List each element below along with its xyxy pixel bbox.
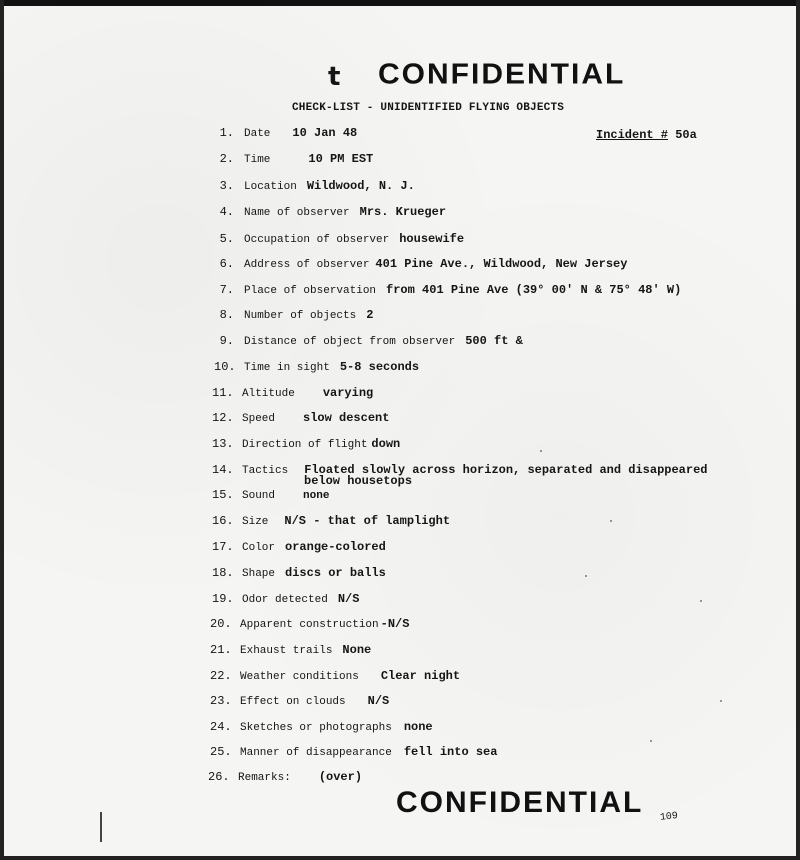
item-label: Sketches or photographs: [240, 722, 392, 734]
scan-edge-right: [796, 0, 800, 860]
item-label: Place of observation: [244, 285, 377, 297]
checklist-item: 5. Occupation of observer housewife: [219, 232, 465, 246]
checklist-item: 18. Shape discs or balls: [212, 566, 386, 580]
stray-mark: t: [328, 62, 341, 92]
incident-value: 50a: [675, 128, 697, 142]
item-label: Time: [244, 154, 271, 166]
item-label: Distance of object from observer: [244, 336, 456, 348]
confidential-stamp-bottom: CONFIDENTIAL: [396, 786, 644, 819]
item-value: Floated slowly across horizon, separated and disappeared: [304, 463, 708, 477]
item-label: Altitude: [242, 388, 295, 400]
item-value: none: [403, 720, 433, 734]
item-value-continued: below housetops: [304, 474, 413, 488]
item-value: discs or balls: [285, 566, 386, 580]
checklist-item: 20. Apparent construction -N/S: [210, 617, 410, 631]
checklist-item: 21. Exhaust trails None: [210, 643, 372, 657]
item-label: Occupation of observer: [244, 234, 390, 246]
incident-label: Incident #: [596, 128, 669, 142]
item-label: Direction of flight: [242, 439, 368, 451]
item-value: -N/S: [380, 617, 410, 631]
checklist-item: 15. Sound none: [212, 488, 330, 502]
item-label: Effect on clouds: [240, 696, 346, 708]
checklist-item: 16. Size N/S - that of lamplight: [212, 514, 451, 528]
checklist-item: 26. Remarks: (over): [208, 770, 363, 784]
item-label: Color: [242, 542, 276, 554]
item-value: Clear night: [380, 669, 461, 683]
item-label: Shape: [242, 568, 276, 580]
scan-edge-top: [0, 0, 800, 6]
item-label: Name of observer: [244, 207, 350, 219]
item-label: Remarks:: [238, 772, 291, 784]
item-value: orange-colored: [285, 540, 386, 554]
scan-speck: [540, 450, 542, 452]
item-value: (over): [318, 770, 363, 784]
scan-artifact-mark: [100, 812, 102, 842]
item-value: None: [342, 643, 372, 657]
item-label: Tactics: [242, 465, 289, 477]
item-label: Size: [242, 516, 269, 528]
item-label: Weather conditions: [240, 671, 359, 683]
item-value: 10 PM EST: [308, 152, 374, 166]
item-value: 5-8 seconds: [339, 360, 420, 374]
item-value: housewife: [399, 232, 465, 246]
page-number: 109: [659, 811, 679, 824]
item-label: Odor detected: [242, 594, 328, 606]
item-value: 401 Pine Ave., Wildwood, New Jersey: [375, 257, 628, 271]
item-label: Address of observer: [244, 259, 370, 271]
checklist-item: 9. Distance of object from observer 500 ft &: [219, 334, 523, 348]
item-value: 500 ft &: [465, 334, 523, 348]
checklist-item: 24. Sketches or photographs none: [210, 720, 433, 734]
scan-speck: [720, 700, 722, 702]
checklist-item-continuation: [304, 476, 412, 488]
item-value: varying: [322, 386, 374, 400]
item-label: Speed: [242, 413, 276, 425]
item-label: Date: [244, 128, 271, 140]
item-value: 10 Jan 48: [292, 126, 358, 140]
scan-speck: [650, 740, 652, 742]
item-value: down: [371, 437, 401, 451]
checklist-item: 1. Date 10 Jan 48: [219, 126, 358, 140]
scan-speck: [610, 520, 612, 522]
checklist-item: 6. Address of observer 401 Pine Ave., Wildwood, New Jersey: [219, 257, 628, 271]
checklist-item: 14. Tactics Floated slowly across horizon, separated and disappeared: [212, 463, 708, 477]
checklist-item: 3. Location Wildwood, N. J.: [219, 179, 415, 193]
checklist-item: 22. Weather conditions Clear night: [210, 669, 461, 683]
item-label: Number of objects: [244, 310, 357, 322]
scan-edge-left: [0, 0, 4, 860]
item-label: Apparent construction: [240, 619, 379, 631]
item-label: Time in sight: [244, 362, 330, 374]
item-label: Exhaust trails: [240, 645, 333, 657]
checklist-item: 8. Number of objects 2: [219, 308, 374, 322]
scan-speck: [585, 575, 587, 577]
incident-number: [596, 128, 697, 142]
item-value: none: [303, 490, 330, 502]
item-label: Sound: [242, 490, 276, 502]
item-label: Location: [244, 181, 297, 193]
checklist-item: 17. Color orange-colored: [212, 540, 386, 554]
item-value: N/S - that of lamplight: [284, 514, 451, 528]
checklist-item: 23. Effect on clouds N/S: [210, 694, 390, 708]
confidential-stamp-top: CONFIDENTIAL: [378, 58, 626, 91]
checklist-item: 13. Direction of flight down: [212, 437, 401, 451]
item-value: Wildwood, N. J.: [306, 179, 415, 193]
checklist-item: 10. Time in sight 5-8 seconds: [214, 360, 420, 374]
item-value: slow descent: [303, 411, 390, 425]
checklist-item: 25. Manner of disappearance fell into sea: [210, 745, 498, 759]
checklist-item: 19. Odor detected N/S: [212, 592, 360, 606]
item-value: from 401 Pine Ave (39° 00' N & 75° 48' W): [386, 283, 682, 297]
checklist-item: 11. Altitude varying: [212, 386, 374, 400]
scan-speck: [700, 600, 702, 602]
item-label: Manner of disappearance: [240, 747, 392, 759]
item-value: N/S: [367, 694, 390, 708]
item-value: 2: [366, 308, 374, 322]
item-value: Mrs. Krueger: [359, 205, 447, 219]
document-title: CHECK-LIST - UNIDENTIFIED FLYING OBJECTS: [292, 102, 565, 114]
checklist-item: 12. Speed slow descent: [212, 411, 390, 425]
checklist-item: 7. Place of observation from 401 Pine Ave (39° 00' N & 75° 48' W): [219, 283, 682, 297]
checklist-item: 4. Name of observer Mrs. Krueger: [219, 205, 447, 219]
scan-edge-bottom: [0, 856, 800, 860]
checklist-item: 2. Time 10 PM EST: [219, 152, 374, 166]
item-value: N/S: [337, 592, 360, 606]
item-value: fell into sea: [403, 745, 498, 759]
